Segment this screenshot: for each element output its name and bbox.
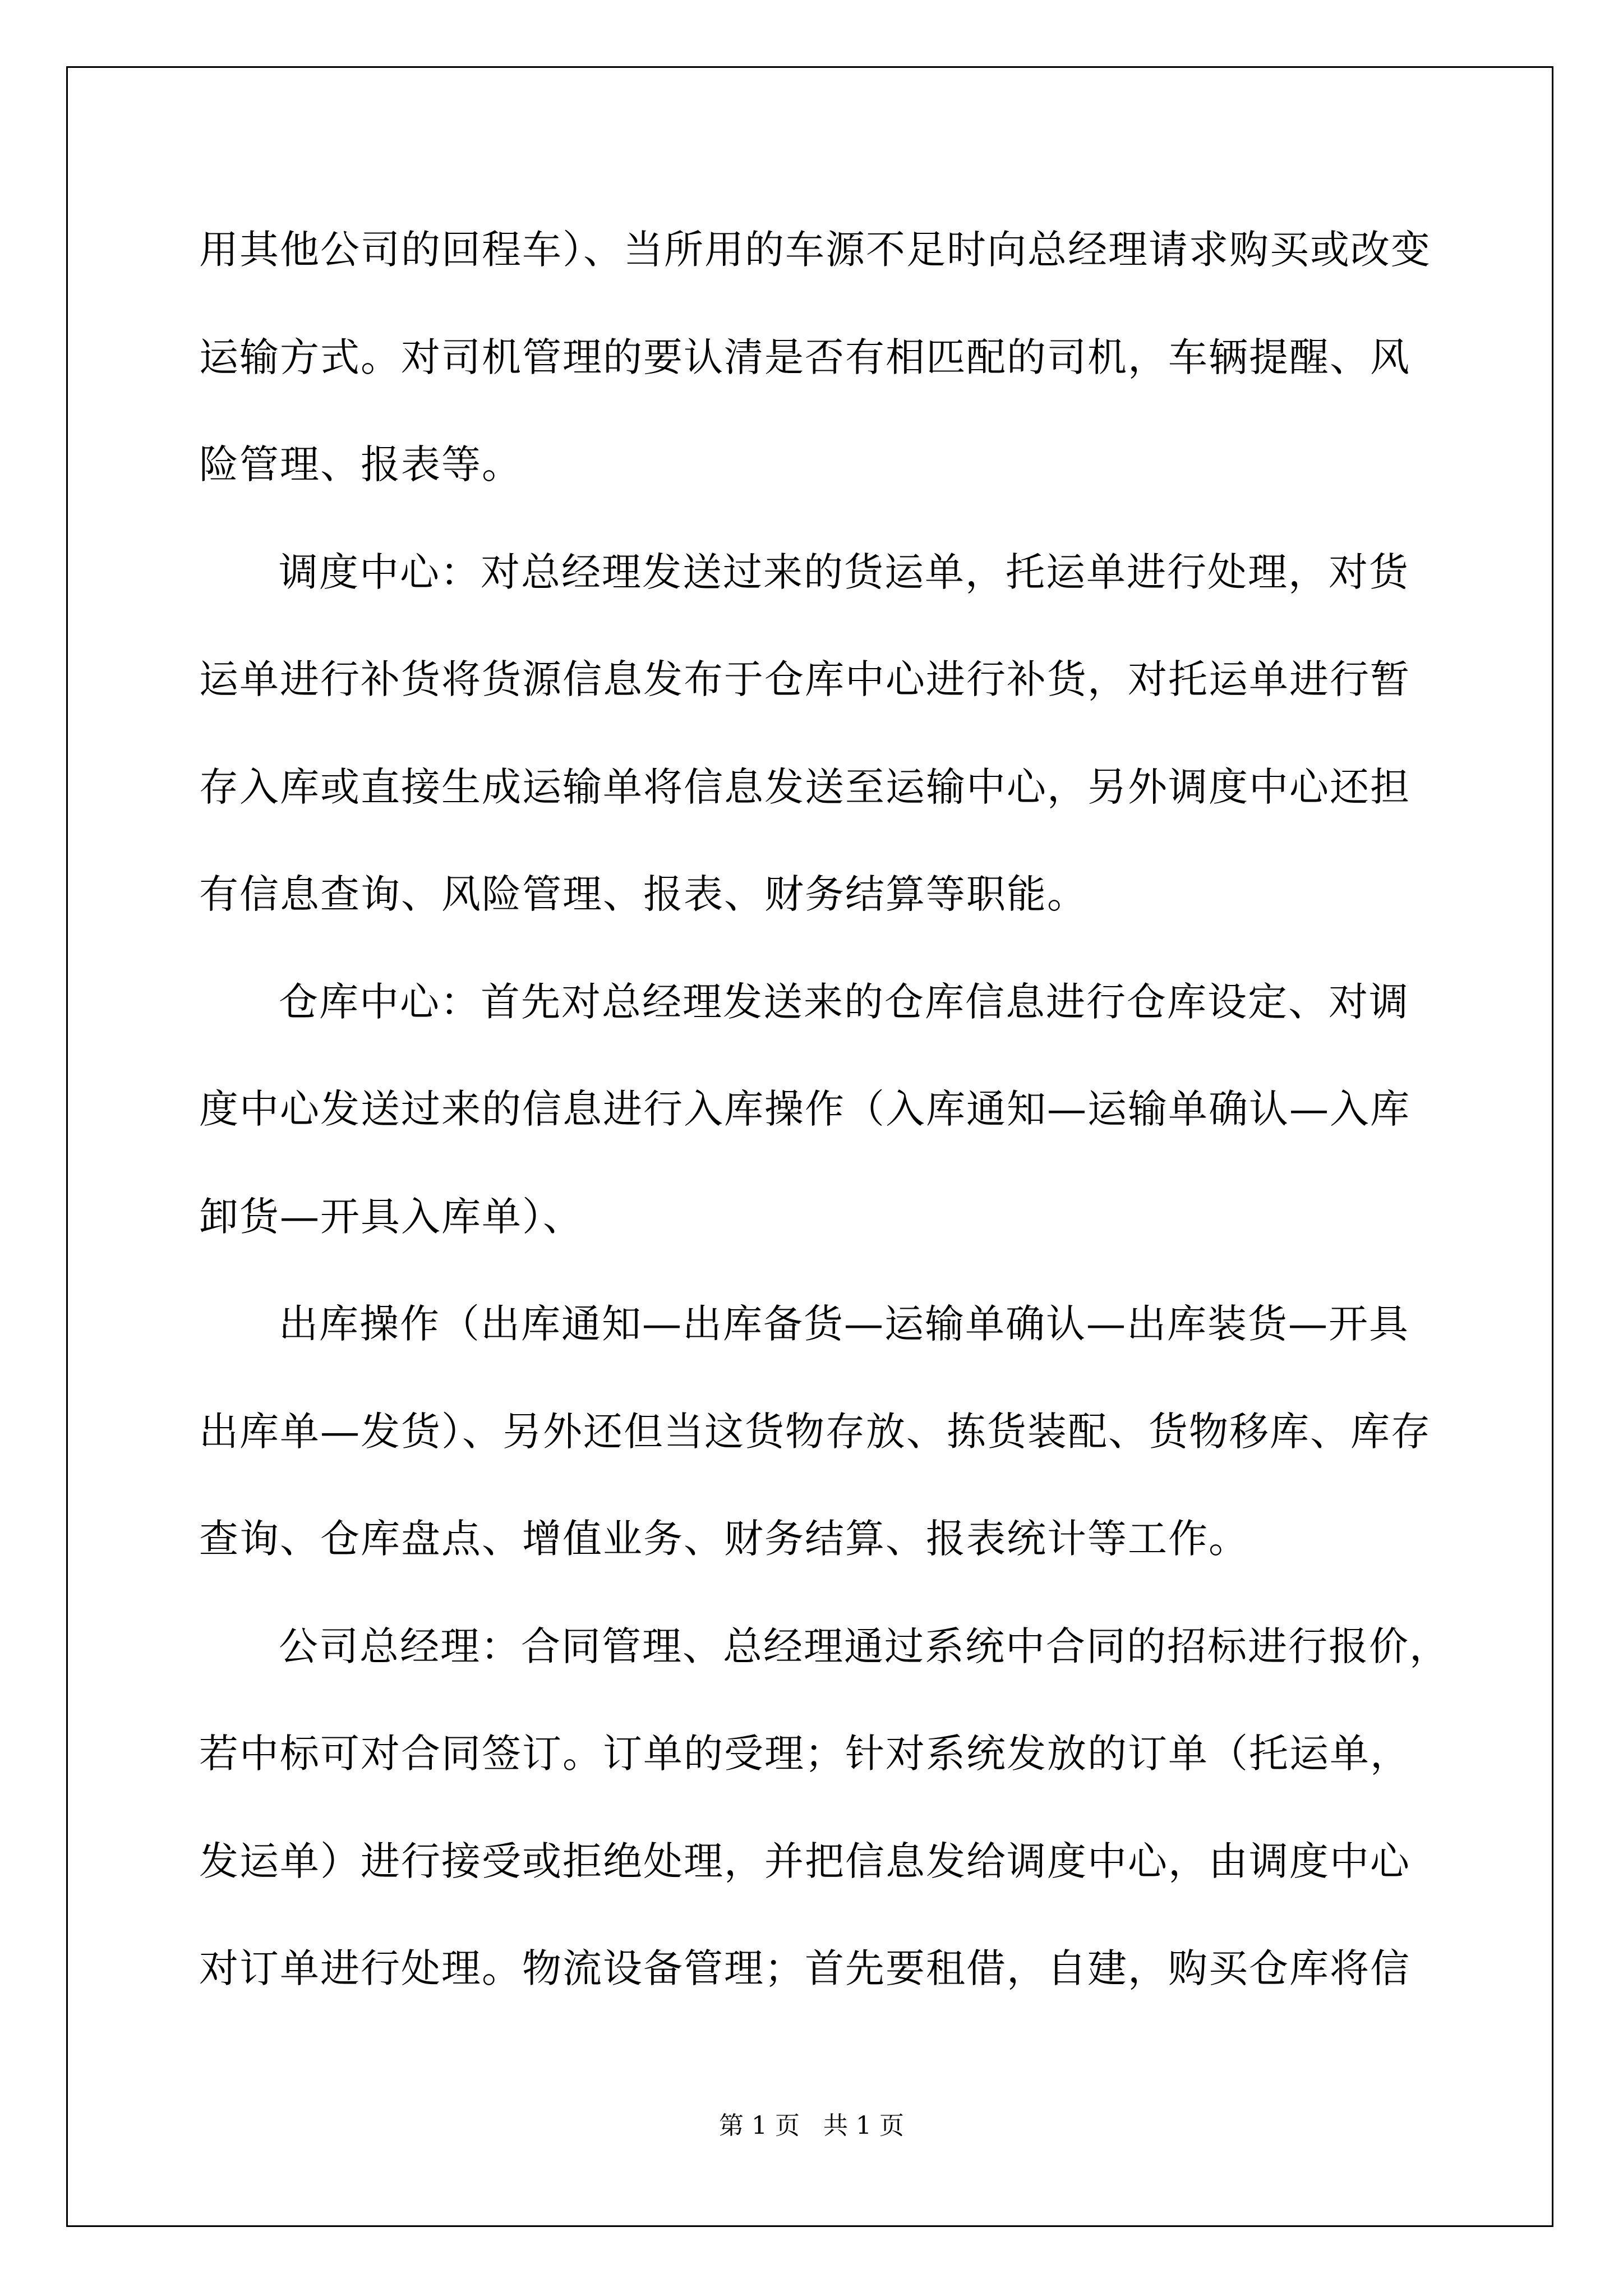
body-text-line: 度中心发送过来的信息进行入库操作（入库通知—运输单确认—入库	[199, 1086, 1410, 1132]
page-number-footer: 第 1 页 共 1 页	[719, 2111, 904, 2140]
body-text-line: 调度中心：对总经理发送过来的货运单，托运单进行处理，对货	[279, 549, 1409, 595]
body-text-line: 对订单进行处理。物流设备管理；首先要租借，自建，购买仓库将信	[199, 1945, 1410, 1991]
body-text-line: 若中标可对合同签订。订单的受理；针对系统发放的订单（托运单，	[199, 1731, 1410, 1777]
body-text-line: 查询、仓库盘点、增值业务、财务结算、报表统计等工作。	[199, 1516, 1249, 1562]
body-text-line: 仓库中心：首先对总经理发送来的仓库信息进行仓库设定、对调	[279, 979, 1409, 1025]
body-text-line: 出库单—发货）、另外还但当这货物存放、拣货装配、货物移库、库存	[199, 1409, 1431, 1455]
body-text-line: 公司总经理：合同管理、总经理通过系统中合同的招标进行报价，	[279, 1623, 1450, 1669]
body-text-line: 险管理、报表等。	[199, 441, 522, 487]
body-text-line: 运输方式。对司机管理的要认清是否有相匹配的司机，车辆提醒、风	[199, 334, 1410, 380]
body-text-line: 运单进行补货将货源信息发布于仓库中心进行补货，对托运单进行暂	[199, 656, 1410, 702]
body-text-line: 用其他公司的回程车）、当所用的车源不足时向总经理请求购买或改变	[199, 227, 1431, 273]
body-text-line: 卸货—开具入库单）、	[199, 1194, 583, 1240]
body-text-line: 发运单）进行接受或拒绝处理，并把信息发给调度中心，由调度中心	[199, 1838, 1410, 1884]
body-text-line: 出库操作（出库通知—出库备货—运输单确认—出库装货—开具	[279, 1301, 1409, 1347]
page-border	[66, 66, 1553, 2227]
body-text-line: 存入库或直接生成运输单将信息发送至运输中心，另外调度中心还担	[199, 764, 1410, 810]
body-text-line: 有信息查询、风险管理、报表、财务结算等职能。	[199, 871, 1087, 917]
